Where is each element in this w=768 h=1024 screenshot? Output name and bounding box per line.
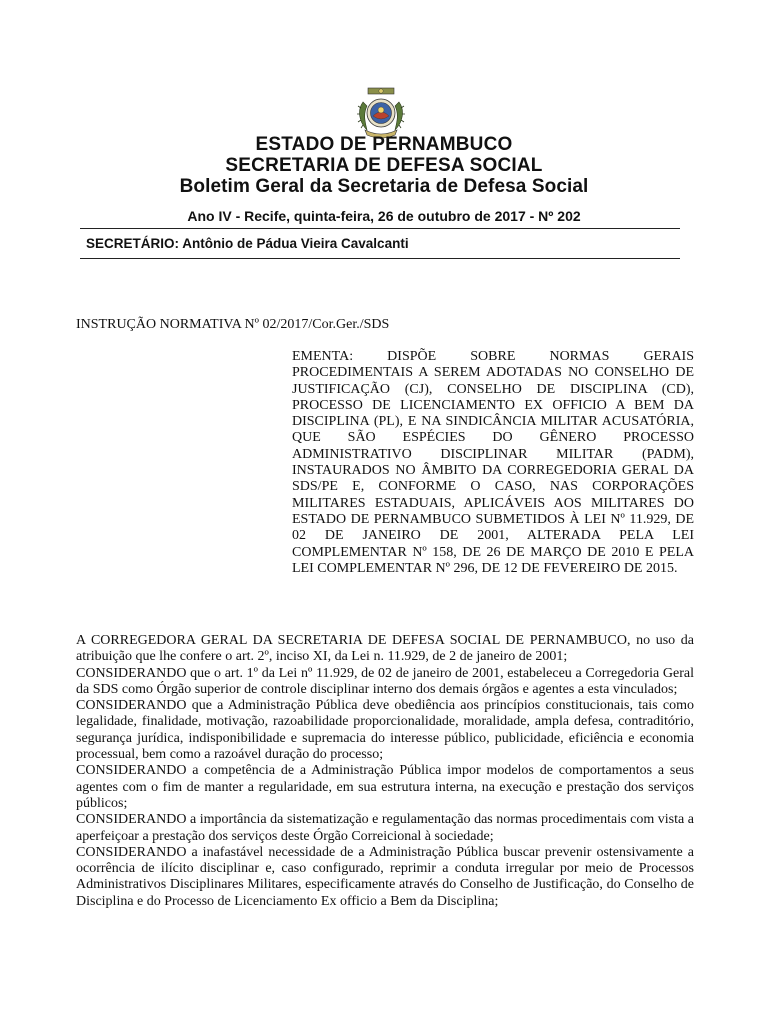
paragraph: CONSIDERANDO a importância da sistematização e regulamentação das normas procedimentais com vista a aperfeiçoar a prestação dos serviços deste Órgão Correicional à sociedade; — [76, 812, 694, 844]
ementa-block: EMENTA: DISPÕE SOBRE NORMAS GERAIS PROCEDIMENTAIS A SEREM ADOTADAS NO CONSELHO DE JUSTIFICAÇÃO (CJ), CONSELHO DE DISCIPLINA (CD), PROCESSO DE LICENCIAMENTO EX OFFICIO A BEM DA DISCIPLINA (PL), E NA SINDICÂNCIA MILITAR ACUSATÓRIA, QUE SÃO ESPÉCIES DO GÊNERO PROCESSO ADMINISTRATIVO DISCIPLINAR MILITAR (PADM), INSTAURADOS NO ÂMBITO DA CORREGEDORIA GERAL DA SDS/PE E, CONFORME O CASO, NAS CORPORAÇÕES MILITARES ESTADUAIS, APLICÁVEIS AOS MILITARES DO ESTADO DE PERNAMBUCO SUBMETIDOS À LEI Nº 11.929, DE 02 DE JANEIRO DE 2001, ALTERADA PELA LEI COMPLEMENTAR Nº 158, DE 26 DE MARÇO DE 2010 E PELA LEI COMPLEMENTAR Nº 296, DE 12 DE FEVEREIRO DE 2015. — [292, 349, 694, 576]
department-name: SECRETARIA DE DEFESA SOCIAL — [225, 155, 543, 176]
paragraph: CONSIDERANDO a competência de a Administração Pública impor modelos de comportamentos a seus agentes com o fim de manter a regularidade, em sua estrutura interna, na execução e prestação dos serviços públicos; — [76, 763, 694, 811]
bulletin-name: Boletim Geral da Secretaria de Defesa Social — [179, 176, 589, 197]
issue-line: Ano IV - Recife, quinta-feira, 26 de outubro de 2017 - Nº 202 — [187, 208, 581, 224]
header-divider-top — [80, 228, 680, 229]
state-coat-of-arms-icon — [355, 86, 407, 140]
document-body — [76, 633, 694, 910]
paragraph: CONSIDERANDO que a Administração Pública deve obediência aos princípios constitucionais, tais como legalidade, finalidade, motivação, razoabilidade proporcionalidade, moralidade, ampla defesa, contraditório, segurança jurídica, indisponibilidade e supremacia do interesse público, publicidade, eficiência e economia processual, bem como a razoável duração do processo; — [76, 698, 694, 763]
state-name: ESTADO DE PERNAMBUCO — [255, 134, 513, 155]
secretary-line: SECRETÁRIO: Antônio de Pádua Vieira Cavalcanti — [86, 236, 409, 251]
header-divider-bottom — [80, 258, 680, 259]
paragraph: CONSIDERANDO a inafastável necessidade de a Administração Pública buscar prevenir ostensivamente a ocorrência de ilícito disciplinar e, caso configurado, reprimir a conduta irregular por meio de Processos Administrativos Disciplinares Militares, especificamente através do Conselho de Justificação, do Conselho de Disciplina e do Processo de Licenciamento Ex officio a Bem da Disciplina; — [76, 844, 694, 909]
document-title: INSTRUÇÃO NORMATIVA Nº 02/2017/Cor.Ger./SDS — [76, 317, 390, 332]
paragraph: A CORREGEDORA GERAL DA SECRETARIA DE DEFESA SOCIAL DE PERNAMBUCO, no uso da atribuição que lhe confere o art. 2º, inciso XI, da Lei n. 11.929, de 2 de janeiro de 2001; — [76, 633, 694, 665]
paragraph: CONSIDERANDO que o art. 1º da Lei nº 11.929, de 02 de janeiro de 2001, estabeleceu a Corregedoria Geral da SDS como Órgão superior de controle disciplinar interno dos demais órgãos e agentes a esta vinculados; — [76, 665, 694, 697]
